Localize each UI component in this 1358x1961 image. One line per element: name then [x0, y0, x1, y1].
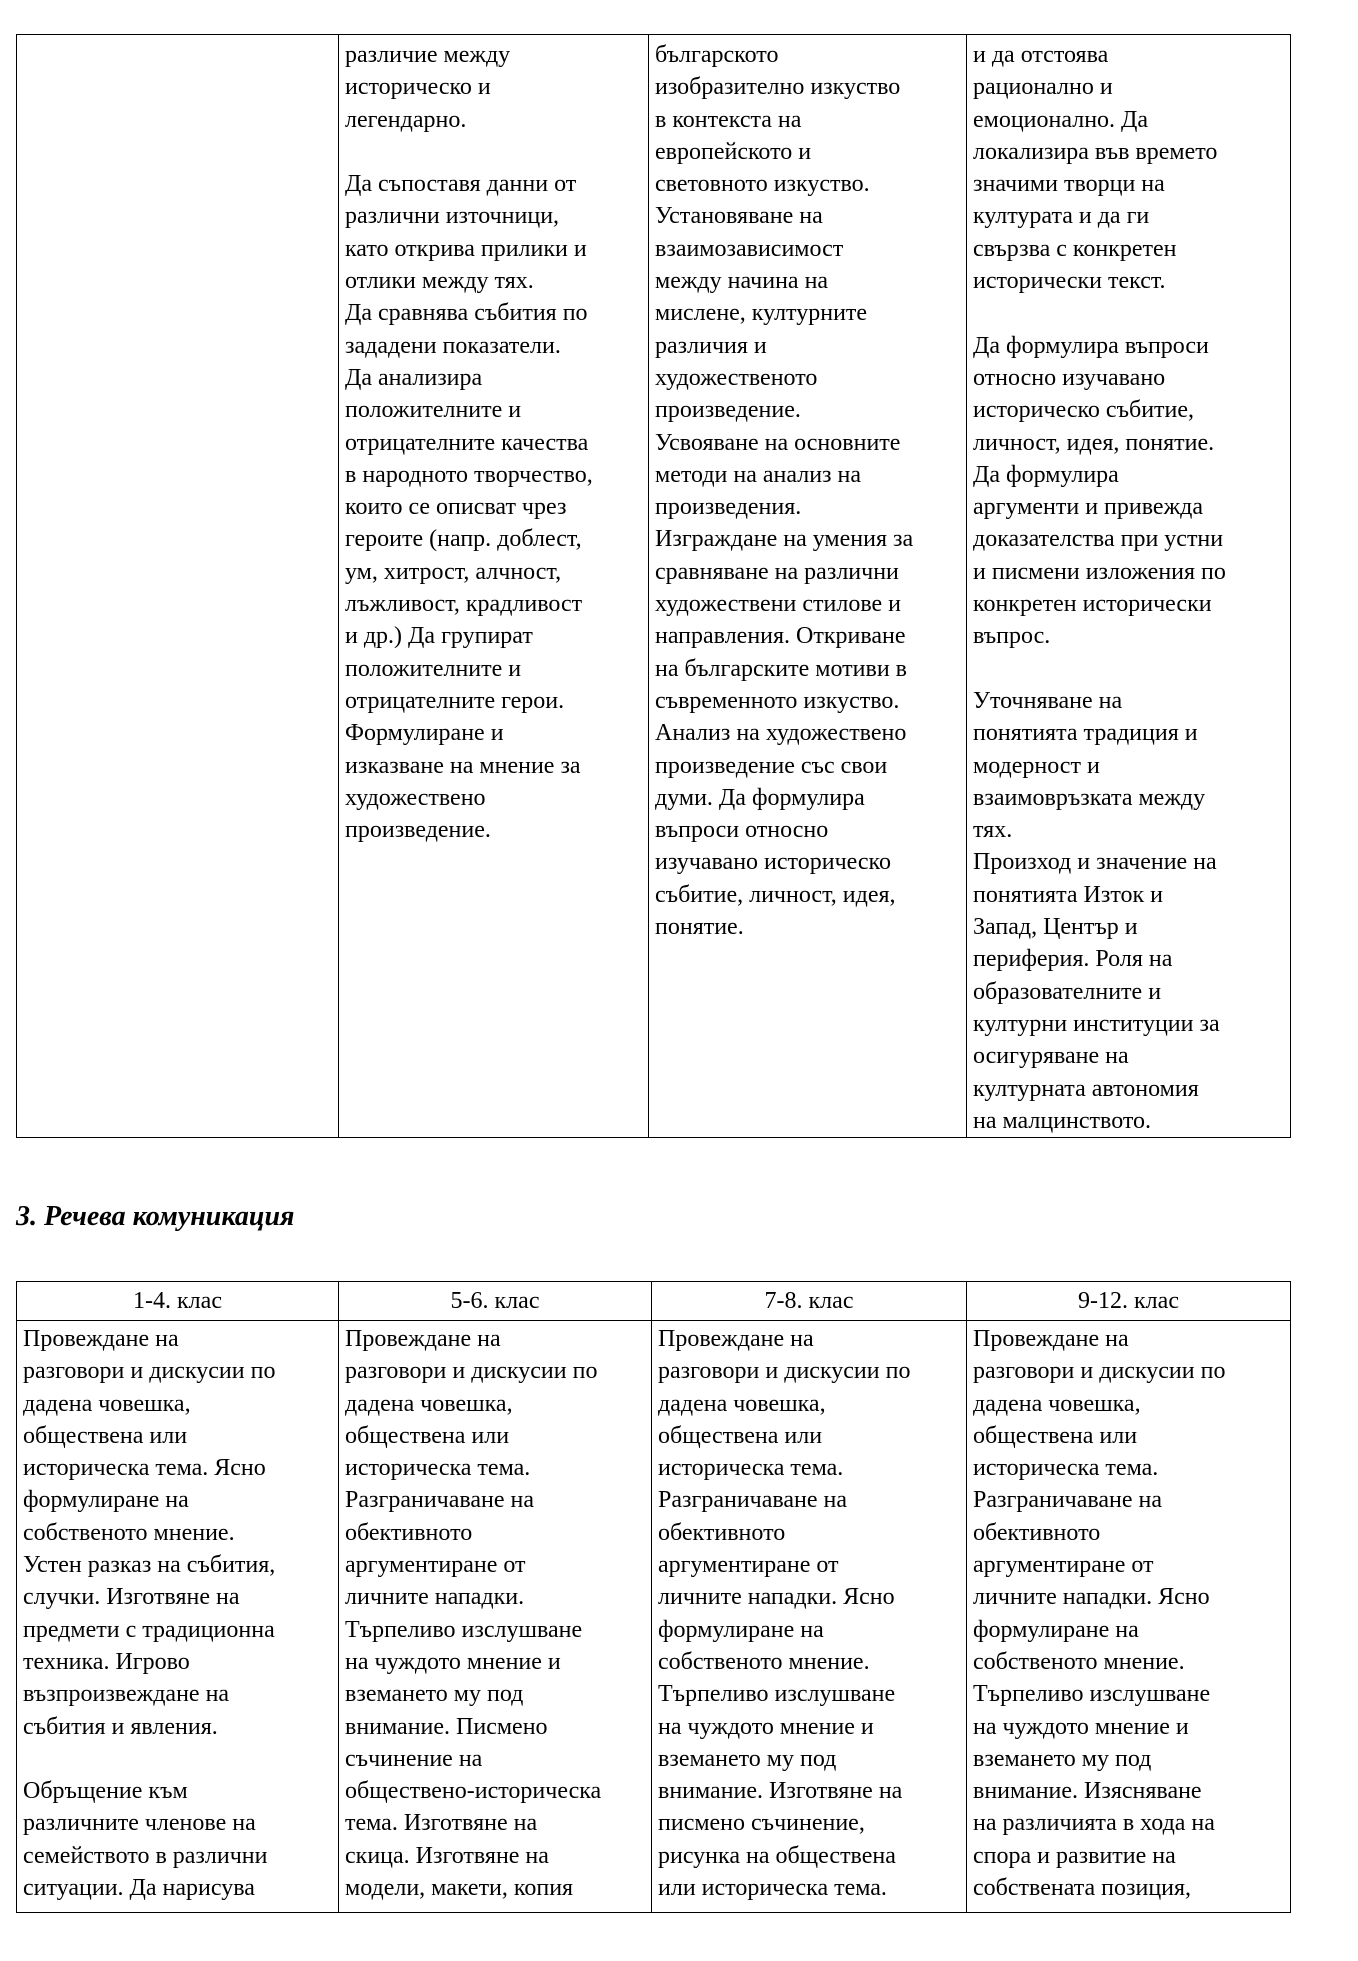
table-cell: Провеждане на разговори и дискусии по дадена човешка, обществена или историческа тема. Разграничаване на обективното аргументиране от личните нападки. Търпеливо изслушване на чуждото мнение и вземането му под внимание. Писмено съчинение на обществено-историческа тема. Изготвяне на скица. Изготвяне на модели, макети, копия [339, 1321, 652, 1913]
section-heading: 3. Речева комуникация [16, 1201, 295, 1232]
column-header-grade-7-8: 7-8. клас [652, 1282, 967, 1321]
curriculum-table-continued [16, 34, 1291, 1138]
table-cell: Провеждане на разговори и дискусии по дадена човешка, обществена или историческа тема. Разграничаване на обективното аргументиране от личните нападки. Ясно формулиране на собственото мнение. Търпеливо изслушване на чуждото мнение и вземането му под внимание. Изготвяне на писмено съчинение, рисунка на обществена или историческа тема. [652, 1321, 967, 1913]
table-cell: Провеждане на разговори и дискусии по дадена човешка, обществена или историческа тема. Ясно формулиране на собственото мнение. Устен разказ на събития, случки. Изготвяне на предмети с традиционна техника. Игрово възпроизвеждане на събития и явления. Обръщение към различните членове на семейството в различни ситуации. Да нарисува [17, 1321, 339, 1913]
table-cell: българското изобразително изкуство в контекста на европейското и световното изкуство. Установяване на взаимозависимост между начина на мислене, културните различия и художественото произведение. Усвояване на основните методи на анализ на произведения. Изграждане на умения за сравняване на различни художествени стилове и направления. Откриване на българските мотиви в съвременното изкуство. Анализ на художествено произведение със свои думи. Да формулира въпроси относно изучавано историческо събитие, личност, идея, понятие. [649, 35, 967, 1138]
table-cell: Провеждане на разговори и дискусии по дадена човешка, обществена или историческа тема. Разграничаване на обективното аргументиране от личните нападки. Ясно формулиране на собственото мнение. Търпеливо изслушване на чуждото мнение и вземането му под внимание. Изясняване на различията в хода на спора и развитие на собствената позиция, [967, 1321, 1291, 1913]
speech-communication-table [16, 1281, 1291, 1913]
table-header-row [17, 1282, 1291, 1321]
column-header-grade-5-6: 5-6. клас [339, 1282, 652, 1321]
table-row [17, 1321, 1291, 1913]
table-cell: и да отстоява рационално и емоционално. Да локализира във времето значими творци на културата и да ги свързва с конкретен исторически текст. Да формулира въпроси относно изучавано историческо събитие, личност, идея, понятие. Да формулира аргументи и привежда доказателства при устни и писмени изложения по конкретен исторически въпрос. Уточняване на понятията традиция и модерност и взаимовръзката между тях. Произход и значение на понятията Изток и Запад, Център и периферия. Роля на образователните и културни институции за осигуряване на културната автономия на малцинството. [967, 35, 1291, 1138]
table-cell [17, 35, 339, 1138]
table-row [17, 35, 1291, 1138]
column-header-grade-1-4: 1-4. клас [17, 1282, 339, 1321]
column-header-grade-9-12: 9-12. клас [967, 1282, 1291, 1321]
table-cell: различие между историческо и легендарно. Да съпоставя данни от различни източници, като открива прилики и отлики между тях. Да сравнява събития по зададени показатели. Да анализира положителните и отрицателните качества в народното творчество, които се описват чрез героите (напр. доблест, ум, хитрост, алчност, лъжливост, крадливост и др.) Да групират положителните и отрицателните герои. Формулиране и изказване на мнение за художествено произведение. [339, 35, 649, 1138]
